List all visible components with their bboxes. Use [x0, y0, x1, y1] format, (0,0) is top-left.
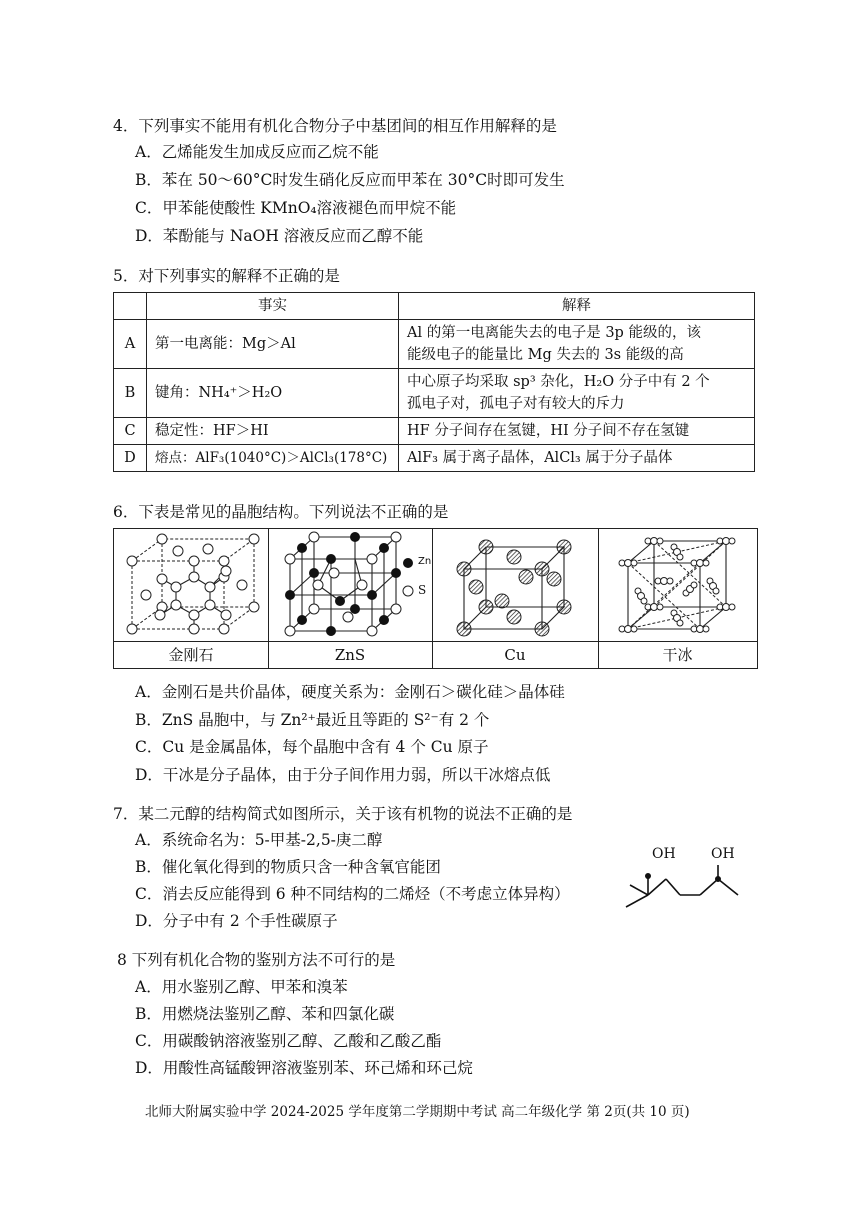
- q5-row-explain: HF 分子间存在氢键，HI 分子间不存在氢键: [399, 418, 755, 445]
- q5-row-label: D: [114, 445, 147, 472]
- q5-row-explain: [399, 369, 755, 418]
- crystal-cell-dry-ice: [598, 529, 757, 668]
- crystal-cell-zns: [268, 529, 433, 668]
- q5-row-label: B: [114, 369, 147, 418]
- q5-header-explain: 解释: [399, 293, 755, 320]
- q8-stem: 8 下列有机化合物的鉴别方法不可行的是: [117, 951, 396, 969]
- q7-option-b: B．催化氧化得到的物质只含一种含氧官能团: [135, 858, 441, 876]
- q7-stem: 7．某二元醇的结构简式如图所示，关于该有机物的说法不正确的是: [113, 805, 573, 823]
- q5-row-fact: 稳定性：HF＞HI: [147, 418, 399, 445]
- q5-row-a: [114, 320, 755, 369]
- q5-row-c: [114, 418, 755, 445]
- cu-unit-cell-figure: [432, 529, 598, 641]
- diol-oh-label-1: OH: [652, 846, 676, 862]
- crystal-label-dry-ice: 干冰: [598, 641, 757, 668]
- zns-legend-zn: Zn: [418, 556, 432, 567]
- q5-stem: 5．对下列事实的解释不正确的是: [113, 267, 340, 285]
- q6-stem: 6．下表是常见的晶胞结构。下列说法不正确的是: [113, 503, 449, 521]
- diol-oh-label-2: OH: [711, 846, 735, 862]
- crystal-structures-table: [113, 528, 758, 669]
- dry-ice-unit-cell-figure: [598, 529, 757, 641]
- q5-row-d: [114, 445, 755, 472]
- crystal-label-diamond: 金刚石: [114, 641, 268, 668]
- q7-option-c: C．消去反应能得到 6 种不同结构的二烯烃（不考虑立体异构）: [135, 885, 570, 903]
- q8-option-c: C．用碳酸钠溶液鉴别乙醇、乙酸和乙酸乙酯: [135, 1032, 442, 1050]
- q5-row-b: [114, 369, 755, 418]
- q6-option-d: D．干冰是分子晶体，由于分子间作用力弱，所以干冰熔点低: [135, 766, 551, 784]
- crystal-label-cu: Cu: [432, 641, 598, 668]
- q5-table: [113, 292, 755, 472]
- q5-row-label: C: [114, 418, 147, 445]
- q6-option-a: A．金刚石是共价晶体，硬度关系为：金刚石＞碳化硅＞晶体硅: [135, 683, 565, 701]
- q4-stem: 4．下列事实不能用有机化合物分子中基团间的相互作用解释的是: [113, 117, 557, 135]
- crystal-label-zns: ZnS: [268, 641, 432, 668]
- q6-option-c: C．Cu 是金属晶体，每个晶胞中含有 4 个 Cu 原子: [135, 738, 489, 756]
- q5-header-blank: [114, 293, 147, 320]
- q5-row-explain-line: 中心原子均采取 sp³ 杂化，H₂O 分子中有 2 个: [407, 374, 710, 390]
- crystal-cell-cu: [432, 529, 599, 668]
- q5-header-fact: 事实: [147, 293, 399, 320]
- q5-header-row: [114, 293, 755, 320]
- q4-option-d: D．苯酚能与 NaOH 溶液反应而乙醇不能: [135, 227, 424, 245]
- page-footer: 北师大附属实验中学 2024-2025 学年度第二学期期中考试 高二年级化学 第 2页(共 10 页): [145, 1104, 690, 1120]
- q8-option-d: D．用酸性高锰酸钾溶液鉴别苯、环己烯和环己烷: [135, 1059, 473, 1077]
- q8-option-a: A．用水鉴别乙醇、甲苯和溴苯: [135, 978, 348, 996]
- q5-row-explain: [399, 320, 755, 369]
- zns-unit-cell-figure: [268, 529, 432, 641]
- q4-option-a: A．乙烯能发生加成反应而乙烷不能: [135, 143, 379, 161]
- zns-legend-s: S: [418, 583, 427, 597]
- q7-option-a: A．系统命名为：5-甲基-2,5-庚二醇: [135, 831, 383, 849]
- q7-option-d: D．分子中有 2 个手性碳原子: [135, 912, 338, 930]
- diamond-unit-cell-figure: [114, 529, 268, 641]
- q5-row-fact: 熔点：AlF₃(1040°C)＞AlCl₃(178°C): [147, 445, 399, 472]
- q5-row-explain-line: 能级电子的能量比 Mg 失去的 3s 能级的高: [407, 347, 684, 363]
- q6-option-b: B．ZnS 晶胞中，与 Zn²⁺最近且等距的 S²⁻有 2 个: [135, 711, 490, 729]
- q5-row-fact: 键角：NH₄⁺＞H₂O: [147, 369, 399, 418]
- q5-row-label: A: [114, 320, 147, 369]
- q5-row-explain-line: Al 的第一电离能失去的电子是 3p 能级的，该: [407, 325, 701, 341]
- crystal-cell-diamond: [114, 529, 269, 668]
- q5-row-explain: AlF₃ 属于离子晶体，AlCl₃ 属于分子晶体: [399, 445, 755, 472]
- q5-row-fact: 第一电离能：Mg＞Al: [147, 320, 399, 369]
- q4-option-c: C．甲苯能使酸性 KMnO₄溶液褪色而甲烷不能: [135, 199, 457, 217]
- q8-option-b: B．用燃烧法鉴别乙醇、苯和四氯化碳: [135, 1005, 395, 1023]
- q4-option-b: B．苯在 50～60°C时发生硝化反应而甲苯在 30°C时即可发生: [135, 171, 565, 189]
- q5-row-explain-line: 孤电子对，孤电子对有较大的斥力: [407, 396, 625, 412]
